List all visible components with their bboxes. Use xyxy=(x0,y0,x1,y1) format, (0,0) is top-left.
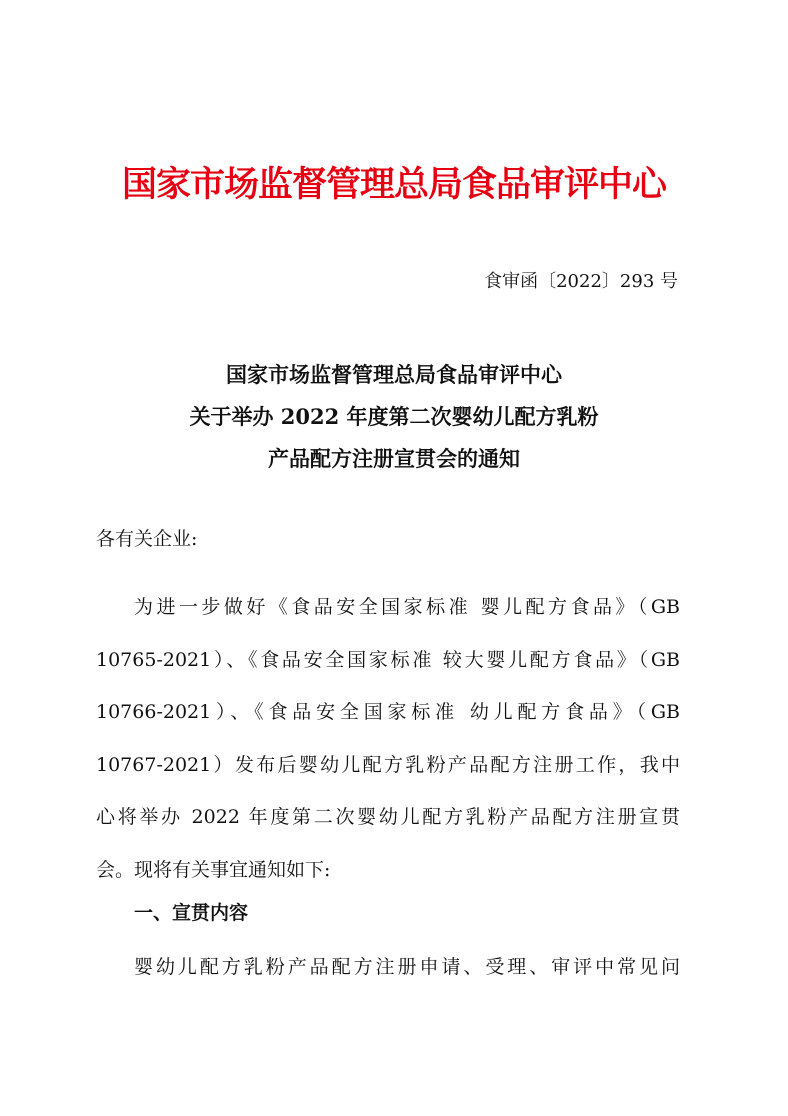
document-number: 食审函〔2022〕293 号 xyxy=(484,271,678,292)
title-line-2: 关于举办 2022 年度第二次婴幼儿配方乳粉 xyxy=(189,404,599,429)
section-1-body-line-1: 婴幼儿配方乳粉产品配方注册申请、受理、审评中常见问 xyxy=(134,956,680,978)
salutation: 各有关企业: xyxy=(96,528,198,550)
paragraph-1-line-2: 10765-2021）、《食品安全国家标准 较大婴儿配方食品》（GB xyxy=(96,648,680,671)
paragraph-1-line-4: 10767-2021）发布后婴幼儿配方乳粉产品配方注册工作，我中 xyxy=(96,753,680,776)
title-line-1: 国家市场监督管理总局食品审评中心 xyxy=(226,362,562,387)
issuer-masthead: 国家市场监督管理总局食品审评中心 xyxy=(121,164,666,205)
paragraph-1 xyxy=(96,592,680,907)
paragraph-1-line-3: 10766-2021）、《食品安全国家标准 幼儿配方食品》（GB xyxy=(96,701,680,723)
title-line-3: 产品配方注册宣贯会的通知 xyxy=(268,446,520,471)
paragraph-1-line-5: 心将举办 2022 年度第二次婴幼儿配方乳粉产品配方注册宣贯 xyxy=(96,806,680,828)
paragraph-1-line-1: 为进一步做好《食品安全国家标准 婴儿配方食品》（GB xyxy=(134,596,680,618)
section-1-heading: 一、宣贯内容 xyxy=(134,902,249,924)
notice-title xyxy=(0,354,788,480)
paragraph-1-line-6: 会。现将有关事宜通知如下: xyxy=(96,858,331,881)
